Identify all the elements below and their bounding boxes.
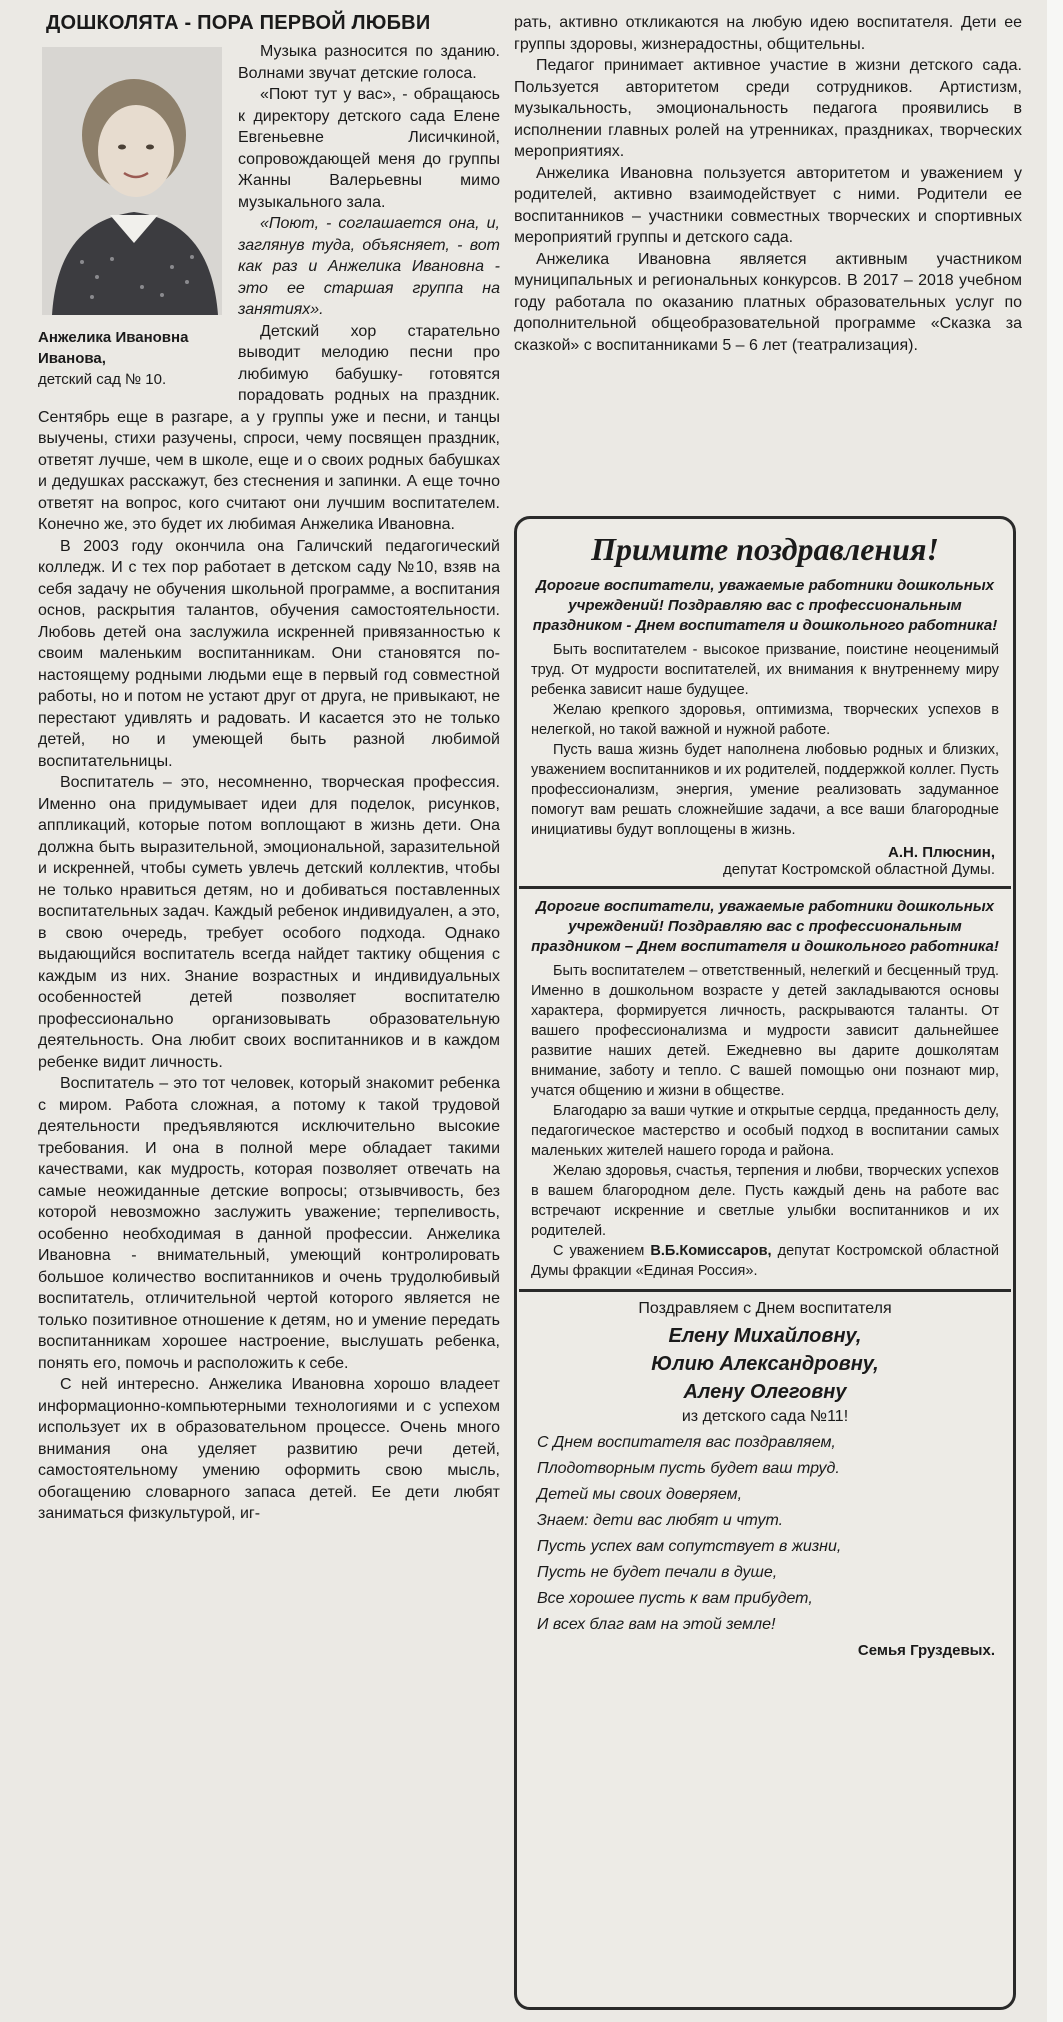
- signoff-prefix: С уважением: [553, 1243, 645, 1259]
- right-paragraph-4: Анжелика Ивановна является активным участником муниципальных и региональных конкурсов. В 2017 – 2018 учебном году работала по оказанию платных образовательных услуг по дополнительной общеобразовательной программе «Сказка за сказкой» с воспитанниками 5 – 6 лет (театрализация).: [514, 250, 1022, 354]
- intro-paragraph-3: «Поют, - соглашается она, и, заглянув туда, объясняет, - вот как раз и Анжелика Ивановна - это ее старшая группа на занятиях».: [238, 215, 500, 318]
- name-3: Алену Олеговну: [683, 1381, 847, 1403]
- right-paragraph-3: Анжелика Ивановна пользуется авторитетом и уважением у родителей, активно взаимодействует с ними. Родители ее воспитанников – участники совместных творческих и спортивных мероприятий группы и детского сада.: [514, 164, 1022, 246]
- signoff-rest: депутат Костромской областной Думы фракции «Единая Россия».: [531, 1243, 1000, 1279]
- block3-from: из детского сада №11!: [681, 1408, 849, 1425]
- intro-paragraph-1: Музыка разносится по зданию. Волнами звучат детские голоса.: [238, 43, 500, 82]
- portrait-image: [42, 47, 222, 315]
- page-edge: [1047, 0, 1063, 2022]
- intro-paragraph-4: Детский хор старательно выводит мелодию песни про любимую бабушку- готовятся порадовать родных на праздник. Сентябрь еще в разгаре, а у группы уже и песни, и танцы выучены, стихи разучены, спроси, чему посвящен праздник, ответят лучше, чем в школе, еще и о своих родных бабушках и дедушках расскажут, без стеснения и запинки. А еще точно ответят на вопрос, кого считают они лучшим воспитателем. Конечно же, это будет их любимая Анжелика Ивановна.: [38, 322, 500, 533]
- right-paragraph-1: рать, активно откликаются на любую идею воспитателя. Дети ее группы здоровы, жизнерадостны, общительны.: [514, 14, 1022, 53]
- block2-signoff: [531, 1241, 999, 1281]
- photo-block: [38, 41, 228, 390]
- article-left-column: [38, 12, 500, 1525]
- caption-name: Анжелика Ивановна Иванова,: [38, 329, 189, 367]
- block1-paragraph-1: Быть воспитателем - высокое призвание, поистине неоценимый труд. От мудрости воспитателей, их внимания к внутреннему миру ребенка зависит наше будущее.: [531, 642, 999, 698]
- poem-line: Пусть успех вам сопутствует в жизни,: [537, 1538, 842, 1555]
- block2-paragraph-3: Желаю здоровья, счастья, терпения и любви, творческих успехов в вашем благородном деле. Пусть каждый день на работе вас встречают искренние и светлые улыбки воспитанников и их родителей.: [531, 1163, 999, 1239]
- poem-line: Плодотворным пусть будет ваш труд.: [537, 1460, 840, 1477]
- portrait-photo: [42, 47, 222, 315]
- article-headline: ДОШКОЛЯТА - ПОРА ПЕРВОЙ ЛЮБВИ: [46, 12, 431, 34]
- right-paragraph-2: Педагог принимает активное участие в жизни детского сада. Пользуется авторитетом среди сотрудников. Артистизм, музыкальность, эмоциональность педагога проявились в исполнении главных ролей на утренниках, праздниках, творческих мероприятиях.: [514, 57, 1022, 160]
- poem-line: Знаем: дети вас любят и чтут.: [537, 1512, 784, 1529]
- poem-line: Пусть не будет печали в душе,: [537, 1564, 778, 1581]
- block2-paragraph-1: Быть воспитателем – ответственный, нелегкий и бесценный труд. Именно в дошкольном возрасте у детей закладываются основы характера, формируется личность, раскрываются таланты. От вашего профессионализма и мудрости зависит дальнейшее развитие наших детей. Ежедневно вы дарите дошколятам внимание, заботу и тепло. С вашей помощью они познают мир, учатся общению и жизни в обществе.: [531, 963, 999, 1099]
- body-paragraph-3: Воспитатель – это тот человек, который знакомит ребенка с миром. Работа сложная, а потому к такой трудовой деятельности предъявляются исключительно высокие требования. И она в полной мере обладает такими качествами, как мудрость, которая позволяет отвечать на самые неожиданные детские вопросы; отзывчивость, без которой невозможно заслужить уважение; терпеливость, особенно необходимая в данной профессии. Анжелика Ивановна - внимательный, умеющий контролировать большое количество воспитанников и очень трудолюбивый воспитатель, отличительной чертой которого является не только позитивное отношение к детям, но и умение передать воспитанникам хорошее настроение, выслушать ребенка, понять его, помочь и расположить к себе.: [38, 1075, 500, 1372]
- block1-signer-title: депутат Костромской областной Думы.: [722, 861, 995, 878]
- block1-paragraph-2: Желаю крепкого здоровья, оптимизма, творческих успехов в нелегкой, но такой важной и нужной работе.: [531, 702, 999, 738]
- intro-paragraph-2: «Поют тут у вас», - обращаюсь к директору детского сада Елене Евгеньевне Лисичкиной, сопровождающей меня до группы Жанны Валерьевны мимо музыкального зала.: [238, 86, 500, 211]
- body-paragraph-4: С ней интересно. Анжелика Ивановна хорошо владеет информационно-компьютерными технологиями и с успехом использует их в образовательном процессе. Очень много внимания она уделяет развитию речи детей, самостоятельному умению оформить свою мысль, обогащению словарного запаса детей. Ее дети любят заниматься физкультурой, иг-: [38, 1376, 500, 1522]
- name-2: Юлию Александровну,: [651, 1353, 879, 1375]
- signoff-name: В.Б.Комиссаров,: [650, 1243, 772, 1259]
- poem-line: Все хорошее пусть к вам прибудет,: [537, 1590, 813, 1607]
- block3-names: [531, 1322, 999, 1406]
- poem-line: И всех благ вам на этой земле!: [537, 1616, 776, 1633]
- block1-paragraph-3: Пусть ваша жизнь будет наполнена любовью родных и близких, уважением воспитанников и их родителей, поддержкой коллег. Пусть профессионализм, энергия, умение реализовать задуманное помогут вам решать сложнейшие задачи, а все ваши благородные инициативы будут воплощены в жизнь.: [531, 742, 999, 838]
- body-paragraph-1: В 2003 году окончила она Галичский педагогический колледж. И с тех пор работает в детском саду №10, взяв на себя задачу не обучения школьной программе, а воспитания основ, раскрытия талантов, обучения самостоятельности. Любовь детей она заслужила искренней привязанностью к своим маленьким воспитанникам. Они становятся по-настоящему родными людьми еще в первый год совместной работы, но и потом не устают друг от друга, не привыкают, не перестают удивлять и радовать. И касается это не только детей, но и умеющей быть разной любимой воспитательницы.: [38, 537, 500, 770]
- poem: [537, 1430, 999, 1638]
- poem-line: Детей мы своих доверяем,: [537, 1486, 743, 1503]
- block2-paragraph-2: Благодарю за ваши чуткие и открытые сердца, преданность делу, педагогическое мастерство и особый подход в воспитании самых маленьких жителей нашего города и района.: [531, 1103, 999, 1159]
- greeting-1: Дорогие воспитатели, уважаемые работники дошкольных учреждений! Поздравляю вас с профессиональным праздником - Днем воспитателя и дошкольного работника!: [532, 577, 998, 634]
- congratulations-title: Примите поздравления!: [591, 531, 939, 567]
- caption-org: детский сад № 10.: [38, 371, 167, 388]
- block3-signer: Семья Груздевых.: [857, 1642, 995, 1659]
- poem-line: С Днем воспитателя вас поздравляем,: [537, 1434, 836, 1451]
- body-paragraph-2: Воспитатель – это, несомненно, творческая профессия. Именно она придумывает идеи для поделок, рисунков, аппликаций, которые потом воплощают в жизнь дети. Она должна быть выразительной, эмоциональной, заразительной и искренней, чтобы суметь увлечь детский коллектив, чтобы не только нравиться детям, но и добиваться поставленных воспитательных задач. Каждый ребенок индивидуален, а это, в свою очередь, требует особого подхода. Однако выдающийся воспитатель всегда найдет тактику общения с каждым из них. Знание возрастных и индивидуальных особенностей детей позволяет воспитателю профессионально организовывать образовательную деятельность. Она любит своих воспитанников и в каждом ребенке видит личность.: [38, 774, 500, 1071]
- block3-intro: Поздравляем с Днем воспитателя: [638, 1300, 892, 1317]
- divider-2: [519, 1289, 1011, 1292]
- divider-1: [519, 886, 1011, 889]
- name-1: Елену Михайловну,: [668, 1325, 862, 1347]
- photo-caption: [38, 327, 228, 390]
- greeting-2: Дорогие воспитатели, уважаемые работники дошкольных учреждений! Поздравляю вас с профессиональным праздником – Днем воспитателя и дошкольного работника!: [531, 898, 999, 955]
- article-right-column: [514, 12, 1022, 356]
- block1-signer: А.Н. Плюснин,: [888, 844, 995, 861]
- congratulations-box: [514, 516, 1016, 2010]
